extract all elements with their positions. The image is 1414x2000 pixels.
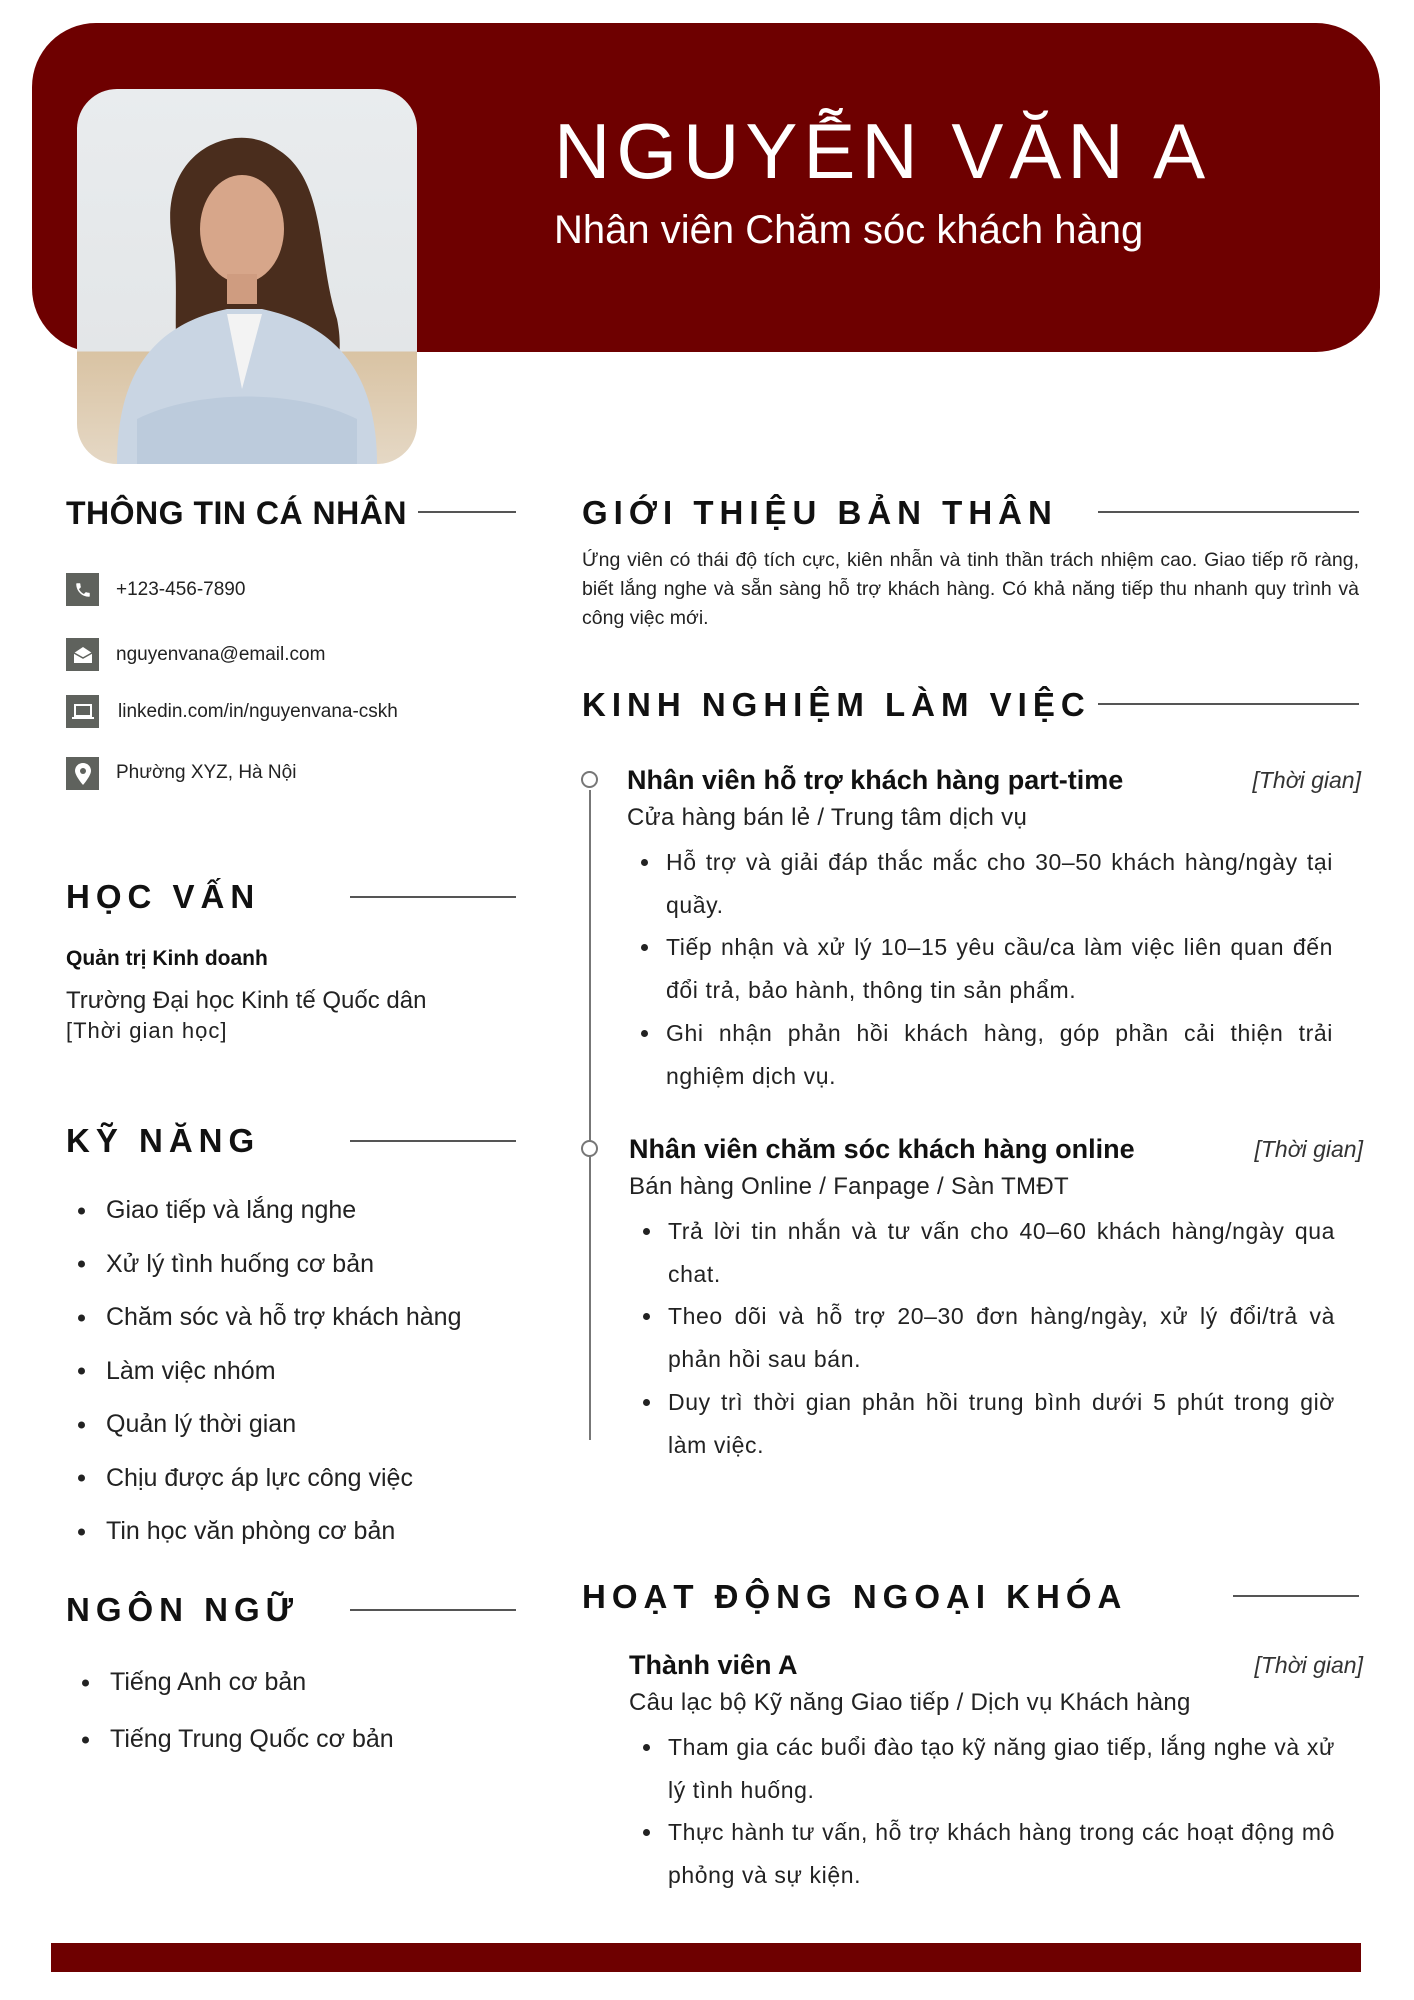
heading-rule — [350, 1609, 516, 1611]
skill-item: Làm việc nhóm — [66, 1345, 461, 1399]
skill-item: Chăm sóc và hỗ trợ khách hàng — [66, 1291, 461, 1345]
address-text: Phường XYZ, Hà Nội — [116, 762, 297, 783]
job-title: Nhân viên chăm sóc khách hàng online — [629, 1134, 1135, 1164]
skill-item: Tin học văn phòng cơ bản — [66, 1505, 461, 1559]
experience-heading: KINH NGHIỆM LÀM VIỆC — [582, 686, 1091, 723]
activities-heading: HOẠT ĐỘNG NGOẠI KHÓA — [582, 1578, 1128, 1615]
education-school: Trường Đại học Kinh tế Quốc dân — [66, 987, 427, 1014]
job-bullet: Trả lời tin nhắn và tư vấn cho 40–60 khách hàng/ngày qua chat. — [629, 1210, 1335, 1295]
skills-list — [66, 1184, 461, 1559]
envelope-icon — [66, 638, 99, 671]
job-time: [Thời gian] — [1254, 1136, 1363, 1162]
skill-item: Xử lý tình huống cơ bản — [66, 1238, 461, 1292]
job-bullet: Hỗ trợ và giải đáp thắc mắc cho 30–50 khách hàng/ngày tại quầy. — [627, 841, 1333, 926]
languages-heading: NGÔN NGỮ — [66, 1591, 300, 1628]
timeline-dot — [581, 771, 598, 788]
education-major: Quản trị Kinh doanh — [66, 947, 268, 970]
activity-org: Câu lạc bộ Kỹ năng Giao tiếp / Dịch vụ Khách hàng — [629, 1689, 1191, 1716]
candidate-name: NGUYỄN VĂN A — [554, 107, 1212, 195]
language-item: Tiếng Trung Quốc cơ bản — [70, 1711, 394, 1768]
phone-text: +123-456-7890 — [116, 579, 246, 600]
activity-time: [Thời gian] — [1254, 1652, 1363, 1678]
education-heading: HỌC VẤN — [66, 878, 261, 915]
heading-rule — [1233, 1595, 1359, 1597]
job-bullet: Ghi nhận phản hồi khách hàng, góp phần cải thiện trải nghiệm dịch vụ. — [627, 1012, 1333, 1097]
job-title: Nhân viên hỗ trợ khách hàng part-time — [627, 765, 1124, 795]
skill-item: Giao tiếp và lắng nghe — [66, 1184, 461, 1238]
intro-text: Ứng viên có thái độ tích cực, kiên nhẫn và tinh thần trách nhiệm cao. Giao tiếp rõ ràng, biết lắng nghe và sẵn sàng hỗ trợ khách hàng. Có khả năng tiếp thu nhanh quy trình và công việc mới. — [582, 549, 1359, 629]
job-bullet: Theo dõi và hỗ trợ 20–30 đơn hàng/ngày, xử lý đổi/trả và phản hồi sau bán. — [629, 1295, 1335, 1380]
skill-item: Quản lý thời gian — [66, 1398, 461, 1452]
job-time: [Thời gian] — [1252, 767, 1361, 793]
skills-heading: KỸ NĂNG — [66, 1122, 261, 1159]
languages-list — [70, 1654, 394, 1768]
heading-rule — [1098, 703, 1359, 705]
activity-entry — [629, 1646, 1363, 1897]
linkedin-link[interactable]: linkedin.com/in/nguyenvana-cskh — [118, 701, 398, 722]
job-org: Cửa hàng bán lẻ / Trung tâm dịch vụ — [627, 804, 1028, 831]
heading-rule — [1098, 511, 1359, 513]
skill-item: Chịu được áp lực công việc — [66, 1452, 461, 1506]
heading-rule — [350, 896, 516, 898]
job-entry — [629, 1130, 1363, 1466]
job-bullet: Duy trì thời gian phản hồi trung bình dưới 5 phút trong giờ làm việc. — [629, 1381, 1335, 1466]
heading-rule — [350, 1140, 516, 1142]
personal-info-heading: THÔNG TIN CÁ NHÂN — [66, 495, 407, 531]
heading-rule — [418, 511, 516, 513]
timeline-dot — [581, 1140, 598, 1157]
activity-title: Thành viên A — [629, 1650, 798, 1680]
job-org: Bán hàng Online / Fanpage / Sàn TMĐT — [629, 1173, 1069, 1200]
email-link[interactable]: nguyenvana@email.com — [116, 644, 326, 665]
intro-heading: GIỚI THIỆU BẢN THÂN — [582, 494, 1058, 531]
laptop-icon — [66, 695, 99, 728]
activity-bullet: Tham gia các buổi đào tạo kỹ năng giao tiếp, lắng nghe và xử lý tình huống. — [629, 1726, 1335, 1811]
candidate-role: Nhân viên Chăm sóc khách hàng — [554, 208, 1144, 252]
education-time: [Thời gian học] — [66, 1018, 228, 1043]
timeline-line — [589, 790, 591, 1440]
job-entry — [627, 761, 1361, 1097]
activity-bullet: Thực hành tư vấn, hỗ trợ khách hàng trong các hoạt động mô phỏng và sự kiện. — [629, 1811, 1335, 1896]
location-pin-icon — [66, 757, 99, 790]
profile-photo — [77, 89, 417, 464]
language-item: Tiếng Anh cơ bản — [70, 1654, 394, 1711]
footer-bar — [51, 1943, 1361, 1972]
phone-icon — [66, 573, 99, 606]
job-bullet: Tiếp nhận và xử lý 10–15 yêu cầu/ca làm việc liên quan đến đổi trả, bảo hành, thông tin sản phẩm. — [627, 926, 1333, 1011]
